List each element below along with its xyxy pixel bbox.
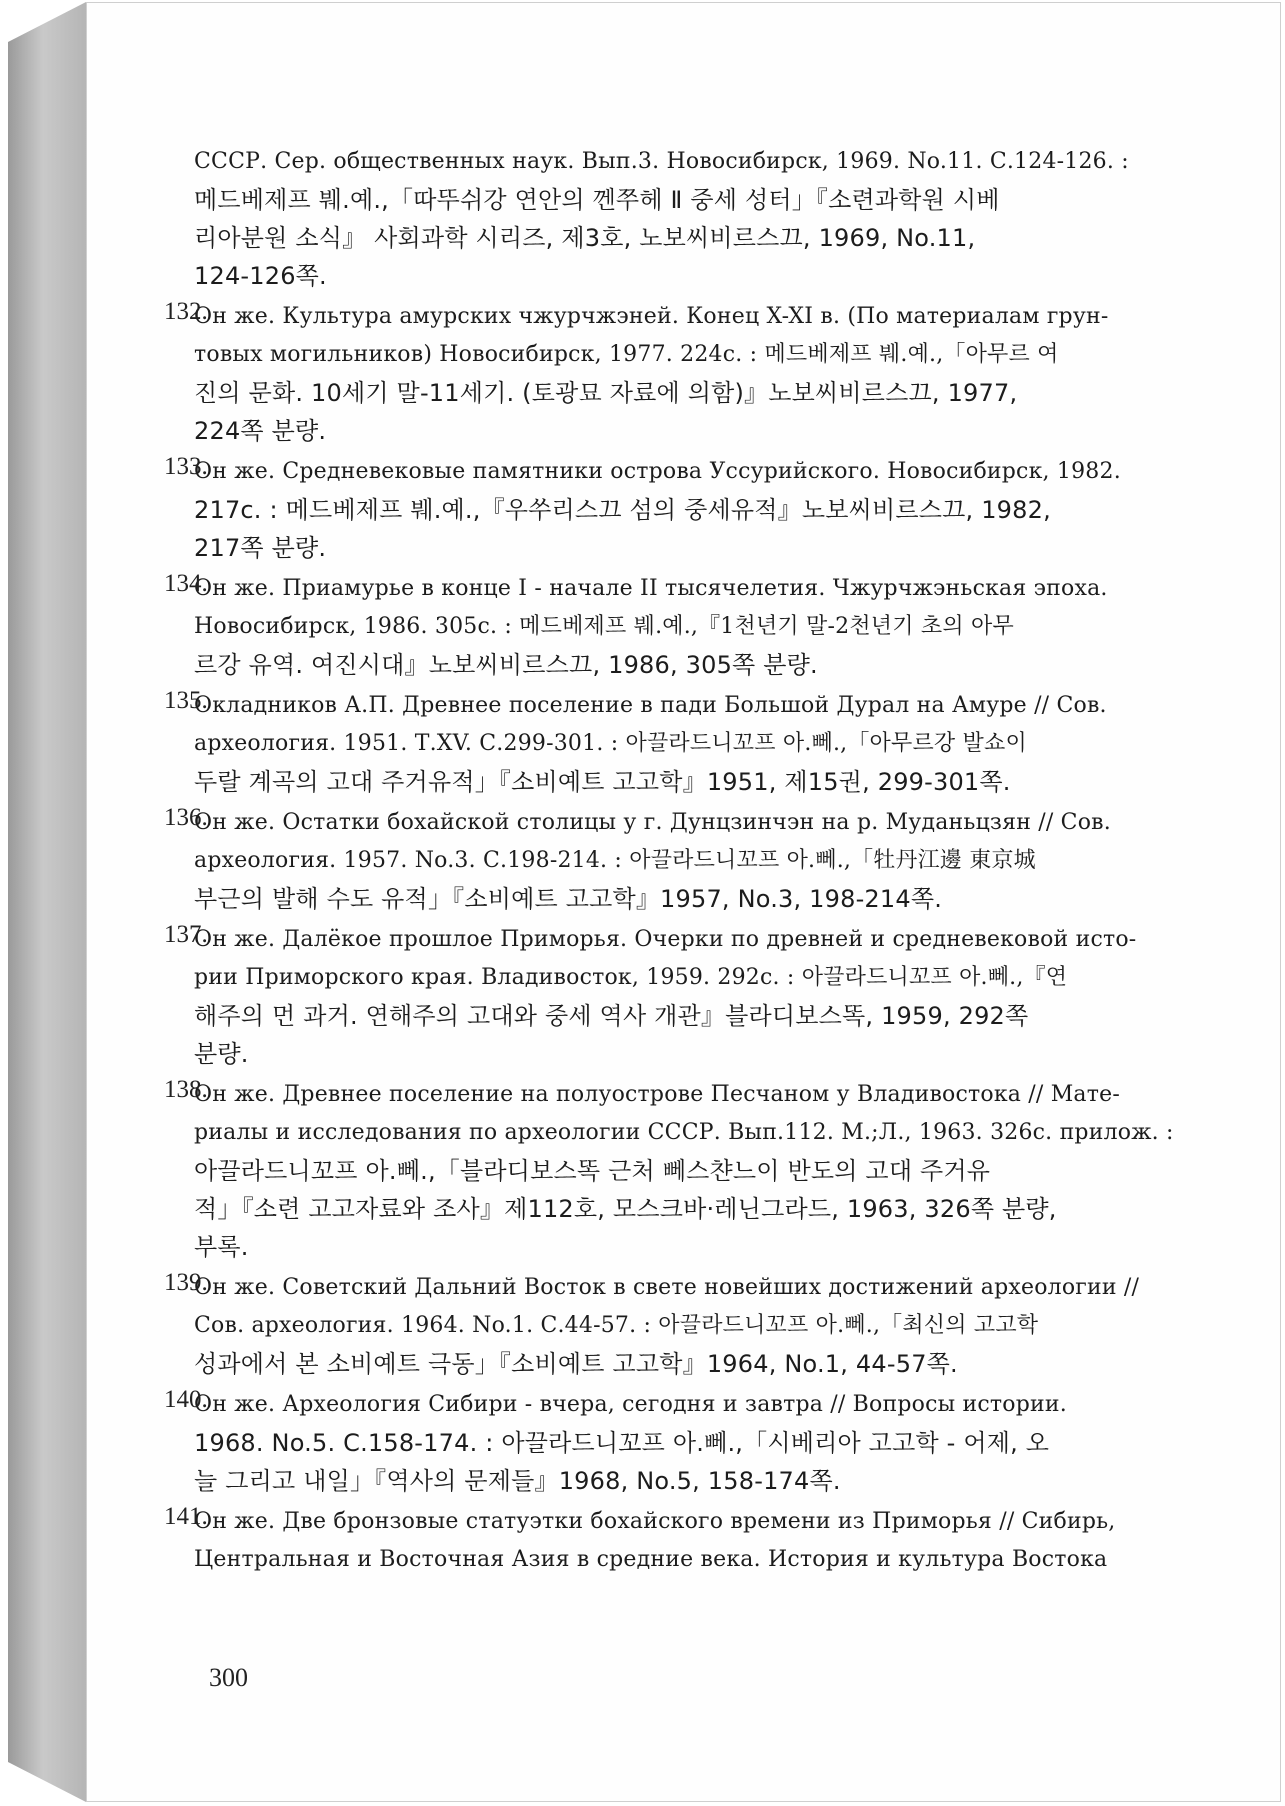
entry-line: Сов. археология. 1964. No.1. С.44-57. : 아끌라드니꼬프 아.뻬.,「최신의 고고학 xyxy=(194,1313,1039,1338)
entry-line: Он же. Археология Сибири - вчера, сегодня и завтра // Вопросы истории. xyxy=(194,1392,1067,1417)
entry-line: археология. 1957. No.3. С.198-214. : 아끌라드니꼬프 아.뻬.,「牡丹江邊 東京城 xyxy=(194,848,1036,873)
entry-number: 137. xyxy=(164,921,208,948)
bibliography-entry-139 xyxy=(164,1269,1239,1383)
entry-line: Он же. Остатки бохайской столицы у г. Дунцзинчэн на р. Муданьцзян // Сов. xyxy=(194,810,1111,835)
entry-line: 부록. xyxy=(194,1233,249,1261)
entry-line: 124-126쪽. xyxy=(194,262,327,290)
entry-line: 부근의 발해 수도 유적」『소비예트 고고학』1957, No.3, 198-214쪽. xyxy=(194,885,943,913)
entry-line: 메드베제프 붸.예.,「따뚜쉬강 연안의 껜쭈헤 Ⅱ 중세 성터」『소련과학원 시베 xyxy=(194,186,1000,214)
entry-line: Он же. Советский Дальний Восток в свете новейших достижений археологии // xyxy=(194,1275,1140,1300)
entry-line: 진의 문화. 10세기 말-11세기. (토광묘 자료에 의함)』노보씨비르스끄, 1977, xyxy=(194,379,1018,407)
bibliography-entry-134 xyxy=(164,570,1239,684)
entry-number: 139. xyxy=(164,1269,208,1296)
entry-line: риалы и исследования по археологии СССР. Вып.112. М.;Л., 1963. 326с. прилож. : xyxy=(194,1120,1174,1145)
bibliography-entry-137 xyxy=(164,921,1239,1073)
entry-line: 224쪽 분량. xyxy=(194,417,327,445)
bibliography-entry-135 xyxy=(164,687,1239,801)
entry-line: рии Приморского края. Владивосток, 1959. 292с. : 아끌라드니꼬프 아.뻬.,『연 xyxy=(194,965,1068,990)
bibliography-entry-138 xyxy=(164,1076,1239,1266)
entry-line: археология. 1951. Т.XV. С.299-301. : 아끌라드니꼬프 아.뻬.,「아무르강 발쇼이 xyxy=(194,731,1027,756)
entry-line: 성과에서 본 소비예트 극동」『소비예트 고고학』1964, No.1, 44-57쪽. xyxy=(194,1350,958,1378)
entry-number: 136. xyxy=(164,804,208,831)
entry-line: Он же. Далёкое прошлое Приморья. Очерки по древней и средневековой исто- xyxy=(194,927,1137,952)
page-number: 300 xyxy=(209,1663,248,1692)
entry-line: 217쪽 분량. xyxy=(194,534,327,562)
bibliography-entry-140 xyxy=(164,1386,1239,1500)
book-spine xyxy=(8,2,86,1802)
entry-line: 217с. : 메드베제프 붸.예.,『우쑤리스끄 섬의 중세유적』노보씨비르스끄, 1982, xyxy=(194,496,1051,524)
entry-line: 늘 그리고 내일」『역사의 문제들』1968, No.5, 158-174쪽. xyxy=(194,1467,841,1495)
entry-line: Он же. Культура амурских чжурчжэней. Конец X-XI в. (По материалам грун- xyxy=(194,304,1109,329)
bibliography-entry-132 xyxy=(164,298,1239,450)
entry-line: 해주의 먼 과거. 연해주의 고대와 중세 역사 개관』블라디보스똑, 1959, 292쪽 xyxy=(194,1002,1029,1030)
entry-number: 133. xyxy=(164,453,208,480)
entry-line: Центральная и Восточная Азия в средние века. История и культура Востока xyxy=(194,1547,1108,1572)
entry-line: Он же. Приамурье в конце I - начале II тысячелетия. Чжурчжэньская эпоха. xyxy=(194,576,1108,601)
bibliography-entry-141 xyxy=(164,1503,1239,1579)
entry-line: Новосибирск, 1986. 305с. : 메드베제프 붸.예.,『1천년기 말-2천년기 초의 아무 xyxy=(194,614,1014,639)
entry-number: 135. xyxy=(164,687,208,714)
bibliography-entry-136 xyxy=(164,804,1239,918)
entry-line: 1968. No.5. С.158-174. : 아끌라드니꼬프 아.뻬.,「시베리아 고고학 - 어제, 오 xyxy=(194,1429,1050,1457)
entry-line: 적」『소련 고고자료와 조사』제112호, 모스크바·레닌그라드, 1963, 326쪽 분량, xyxy=(194,1195,1057,1223)
entry-number: 138. xyxy=(164,1076,208,1103)
entry-line: Он же. Древнее поселение на полуострове Песчаном у Владивостока // Мате- xyxy=(194,1082,1120,1107)
bibliography-entry-133 xyxy=(164,453,1239,567)
entry-line: СССР. Сер. общественных наук. Вып.3. Новосибирск, 1969. No.11. С.124-126. : xyxy=(194,149,1129,174)
entry-line: 분량. xyxy=(194,1040,249,1068)
entry-line: Он же. Средневековые памятники острова Уссурийского. Новосибирск, 1982. xyxy=(194,459,1121,484)
entry-line: 아끌라드니꼬프 아.뻬.,「블라디보스똑 근처 뻬스챤느이 반도의 고대 주거유 xyxy=(194,1157,991,1185)
entry-line: 리아분원 소식』 사회과학 시리즈, 제3호, 노보씨비르스끄, 1969, No.11, xyxy=(194,224,976,252)
entry-line: Он же. Две бронзовые статуэтки бохайского времени из Приморья // Сибирь, xyxy=(194,1509,1116,1534)
entry-number: 134. xyxy=(164,570,208,597)
entry-line: товых могильников) Новосибирск, 1977. 224с. : 메드베제프 붸.예.,「아무르 여 xyxy=(194,342,1059,367)
entry-line: Окладников А.П. Древнее поселение в пади Большой Дурал на Амуре // Сов. xyxy=(194,693,1107,718)
entry-number: 140. xyxy=(164,1386,208,1413)
entry-continuation xyxy=(194,143,1239,295)
entry-line: 두랄 계곡의 고대 주거유적」『소비예트 고고학』1951, 제15권, 299-301쪽. xyxy=(194,768,1011,796)
entry-number: 141. xyxy=(164,1503,208,1530)
document-page xyxy=(86,2,1281,1802)
entry-number: 132. xyxy=(164,298,208,325)
entry-line: 르강 유역. 여진시대』노보씨비르스끄, 1986, 305쪽 분량. xyxy=(194,651,818,679)
bibliography-list xyxy=(164,143,1239,1582)
